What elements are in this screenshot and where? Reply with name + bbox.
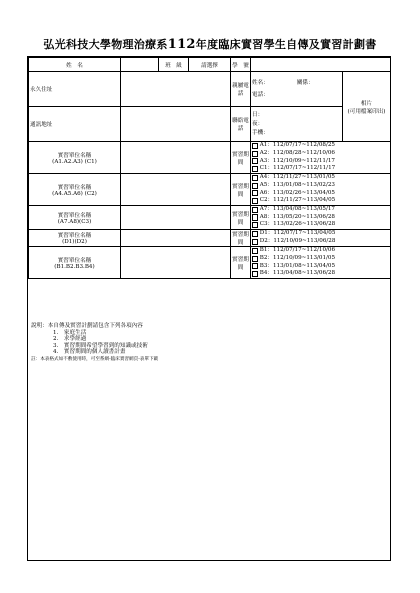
period-option[interactable]: D2：112/10/09~113/06/28 xyxy=(252,238,389,246)
period-option[interactable]: D1：112/07/17~113/04/05 xyxy=(252,230,389,238)
unit-codes: (D1)(D2) xyxy=(62,239,87,245)
unit-name-label: 實習單位名稱 xyxy=(57,184,92,191)
period-option[interactable]: C2：112/11/27~113/04/05 xyxy=(252,197,389,205)
title-suffix: 年度臨床實習學生自傳及實習計劃書 xyxy=(195,38,377,51)
checkbox[interactable] xyxy=(252,183,258,189)
period-option[interactable]: B3：113/01/08~113/04/05 xyxy=(252,263,389,271)
unit-name-cell xyxy=(29,174,121,206)
checkbox[interactable] xyxy=(252,239,258,245)
unit-name-label: 實習單位名稱 xyxy=(57,233,92,239)
instructions-intro: 說明：本自傳及實習計劃請包含下列各項內容 xyxy=(31,323,143,329)
unit-name-label: 實習單位名稱 xyxy=(57,152,92,159)
period-label: 實習期間 xyxy=(231,142,251,174)
period-option[interactable]: A5：113/01/08~113/02/23 xyxy=(252,182,389,190)
period-option[interactable]: A4：112/11/27~113/01/05 xyxy=(252,174,389,182)
unit-name-cell xyxy=(29,206,121,230)
period-option[interactable]: A8：113/05/20~113/06/28 xyxy=(252,214,389,222)
contact-phone-cell xyxy=(251,107,343,142)
internship-row xyxy=(29,206,391,230)
checkbox[interactable] xyxy=(252,198,258,204)
period-option[interactable]: A2：112/08/28~112/10/06 xyxy=(252,150,389,158)
period-options xyxy=(251,174,391,206)
unit-name-field[interactable] xyxy=(121,230,231,247)
student-id-field[interactable] xyxy=(251,58,391,72)
unit-codes: (A1.A2.A3) (C1) xyxy=(52,158,97,165)
period-options xyxy=(251,230,391,247)
period-option[interactable]: B2：112/10/09~113/01/05 xyxy=(252,255,389,263)
name-label: 姓 名 xyxy=(29,58,121,72)
checkbox[interactable] xyxy=(252,207,258,213)
internship-row xyxy=(29,142,391,174)
period-option[interactable]: A3：112/10/09~112/11/17 xyxy=(252,158,389,166)
footnote: 註：本表格式如不敷使用時，可至系網-臨床實習網頁-表單下載 xyxy=(31,356,159,362)
mailing-address-field[interactable] xyxy=(121,107,231,142)
form-table xyxy=(28,57,391,279)
internship-row xyxy=(29,230,391,247)
contact-phone-label: 聯絡電話 xyxy=(231,107,251,142)
photo-label: 相片 xyxy=(360,100,373,107)
student-id-label: 學 號 xyxy=(231,58,251,72)
class-label: 班 級 xyxy=(159,58,189,72)
period-options xyxy=(251,247,391,279)
checkbox[interactable] xyxy=(252,256,258,262)
checkbox[interactable] xyxy=(252,248,258,254)
class-select[interactable]: 請選擇 xyxy=(189,58,231,72)
unit-codes: (A4.A5.A6) (C2) xyxy=(52,190,97,197)
unit-name-cell xyxy=(29,142,121,174)
checkbox[interactable] xyxy=(252,231,258,237)
checkbox[interactable] xyxy=(252,222,258,228)
unit-name-label: 實習單位名稱 xyxy=(57,212,92,219)
checkbox[interactable] xyxy=(252,166,258,172)
permanent-address-label: 永久住址 xyxy=(29,72,121,107)
checkbox[interactable] xyxy=(252,271,258,277)
checkbox[interactable] xyxy=(252,214,258,220)
unit-name-field[interactable] xyxy=(121,142,231,174)
day-phone-label: 日： xyxy=(252,111,264,118)
unit-codes: (B1.B2.B3.B4) xyxy=(54,263,95,270)
checkbox[interactable] xyxy=(252,190,258,196)
relation-label: 關係： xyxy=(296,80,314,86)
unit-name-field[interactable] xyxy=(121,247,231,279)
page-title xyxy=(0,36,420,52)
relative-info-cell xyxy=(251,72,343,107)
night-phone-label: 夜： xyxy=(252,120,264,127)
period-option[interactable]: B1：112/07/17~112/10/06 xyxy=(252,247,389,255)
instruction-item: 4. 實習期間的個人讀書計畫 xyxy=(53,349,126,356)
title-year: 112 xyxy=(167,37,196,52)
row-mailing xyxy=(29,107,391,142)
checkbox[interactable] xyxy=(252,151,258,157)
internship-row xyxy=(29,247,391,279)
unit-name-label: 實習單位名稱 xyxy=(57,257,92,264)
unit-name-field[interactable] xyxy=(121,174,231,206)
title-prefix: 弘光科技大學物理治療系 xyxy=(43,38,168,51)
period-option[interactable]: C1：112/07/17~112/11/17 xyxy=(252,165,389,173)
row-basic-info xyxy=(29,58,391,72)
period-label: 實習期間 xyxy=(231,247,251,279)
instruction-item: 3. 實習期間希望學習到的知識或技術 xyxy=(53,342,148,349)
period-option[interactable]: A1：112/07/17~112/08/25 xyxy=(252,142,389,150)
period-option[interactable]: B4：113/04/08~113/06/28 xyxy=(252,270,389,278)
period-option[interactable]: A6：113/02/26~113/04/05 xyxy=(252,190,389,198)
unit-codes: (A7.A8)(C3) xyxy=(57,218,92,225)
relative-phone-label: 親屬電話 xyxy=(231,72,251,107)
mailing-address-label: 通訊地址 xyxy=(29,107,121,142)
period-option[interactable]: C3：113/02/26~113/06/28 xyxy=(252,221,389,229)
period-options xyxy=(251,206,391,230)
mobile-phone-label: 手機： xyxy=(252,129,269,136)
photo-box[interactable] xyxy=(343,72,391,142)
application-form xyxy=(27,56,391,561)
checkbox[interactable] xyxy=(252,263,258,269)
period-label: 實習期間 xyxy=(231,206,251,230)
row-address xyxy=(29,72,391,107)
relative-name-label: 姓名： xyxy=(252,80,269,86)
internship-row xyxy=(29,174,391,206)
name-field[interactable] xyxy=(121,58,159,72)
instruction-item: 1. 家庭生活 xyxy=(53,329,87,336)
period-label: 實習期間 xyxy=(231,174,251,206)
permanent-address-field[interactable] xyxy=(121,72,231,107)
unit-name-cell xyxy=(29,247,121,279)
instruction-item: 2. 求學經過 xyxy=(53,336,87,343)
checkbox[interactable] xyxy=(252,158,258,164)
period-options xyxy=(251,142,391,174)
checkbox[interactable] xyxy=(252,175,258,181)
instructions xyxy=(31,323,386,364)
period-label: 實習期間 xyxy=(231,230,251,247)
photo-note: (可用檔案印出) xyxy=(347,108,386,115)
unit-name-field[interactable] xyxy=(121,206,231,230)
period-option[interactable]: A7：113/04/08~113/05/17 xyxy=(252,206,389,214)
relative-tel-label: 電話： xyxy=(252,92,269,98)
checkbox[interactable] xyxy=(252,143,258,149)
unit-name-cell xyxy=(29,230,121,247)
